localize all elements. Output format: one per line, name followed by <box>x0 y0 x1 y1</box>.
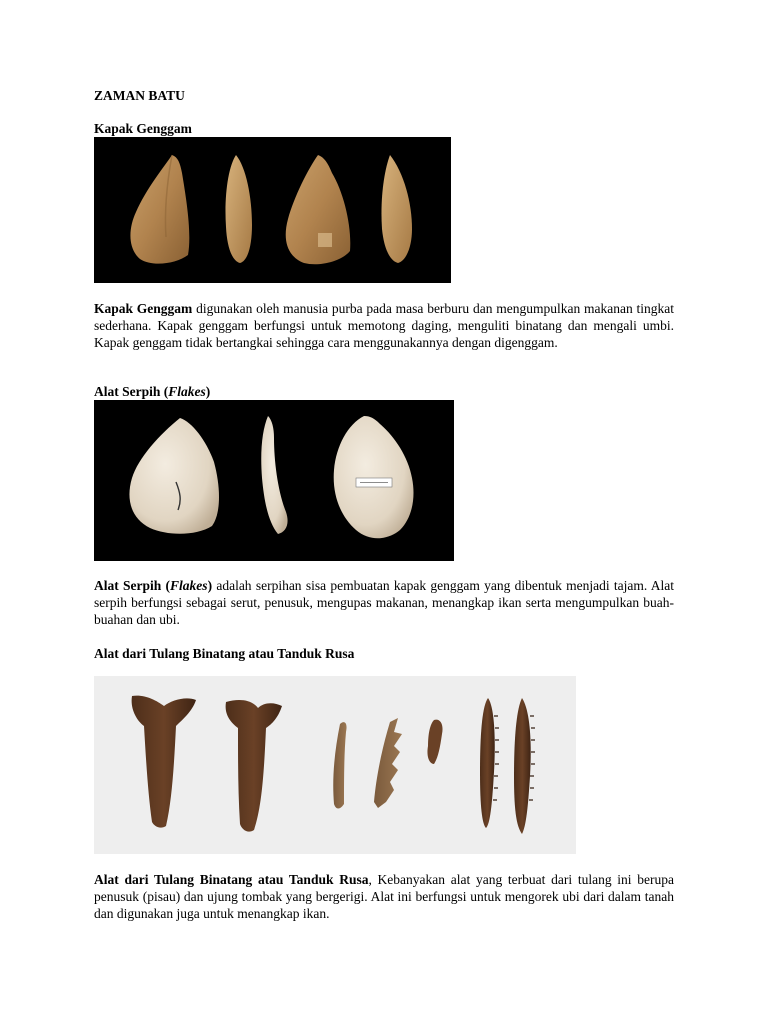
bold-suffix: ) <box>207 578 213 593</box>
heading-prefix: Alat Serpih ( <box>94 384 169 399</box>
bold-term: Kapak Genggam <box>94 301 193 316</box>
paragraph-alat-tulang <box>94 871 674 922</box>
heading-alat-serpih <box>94 384 210 400</box>
flakes-photo <box>94 400 454 561</box>
bone-tools-photo <box>94 676 576 854</box>
hand-axe-photo <box>94 137 451 283</box>
bold-term <box>94 578 212 593</box>
heading-kapak-genggam: Kapak Genggam <box>94 121 192 136</box>
heading-alat-tulang: Alat dari Tulang Binatang atau Tanduk Rusa <box>94 646 355 661</box>
bold-prefix: Alat Serpih ( <box>94 578 171 593</box>
paragraph-text: , Kebanyakan alat yang terbuat dari tulang ini berupa penusuk (pisau) dan ujung tombak yang bergerigi. Alat ini berfungsi untuk mengorek ubi dari dalam tanah dan digunakan juga untuk menangkap ikan. <box>94 872 674 921</box>
paragraph-kapak-genggam <box>94 300 674 351</box>
page-title: ZAMAN BATU <box>94 88 185 103</box>
bold-term: Alat dari Tulang Binatang atau Tanduk Rusa <box>94 872 369 887</box>
paragraph-text: digunakan oleh manusia purba pada masa berburu dan mengumpulkan makanan tingkat sederhana. Kapak genggam berfungsi untuk memotong daging, menguliti binatang dan mengali umbi. Kapak genggam tidak bertangkai sehingga cara menggunakannya dengan digenggam. <box>94 301 674 350</box>
bold-italic: Flakes <box>170 578 208 593</box>
paragraph-alat-serpih <box>94 577 674 628</box>
heading-suffix: ) <box>205 384 211 399</box>
heading-italic: Flakes <box>168 384 206 399</box>
paragraph-text: adalah serpihan sisa pembuatan kapak genggam yang dibentuk menjadi tajam. Alat serpih berfungsi sebagai serut, penusuk, mengupas makanan, menangkap ikan serta mengumpulkan buah-buahan dan ubi. <box>94 578 674 627</box>
